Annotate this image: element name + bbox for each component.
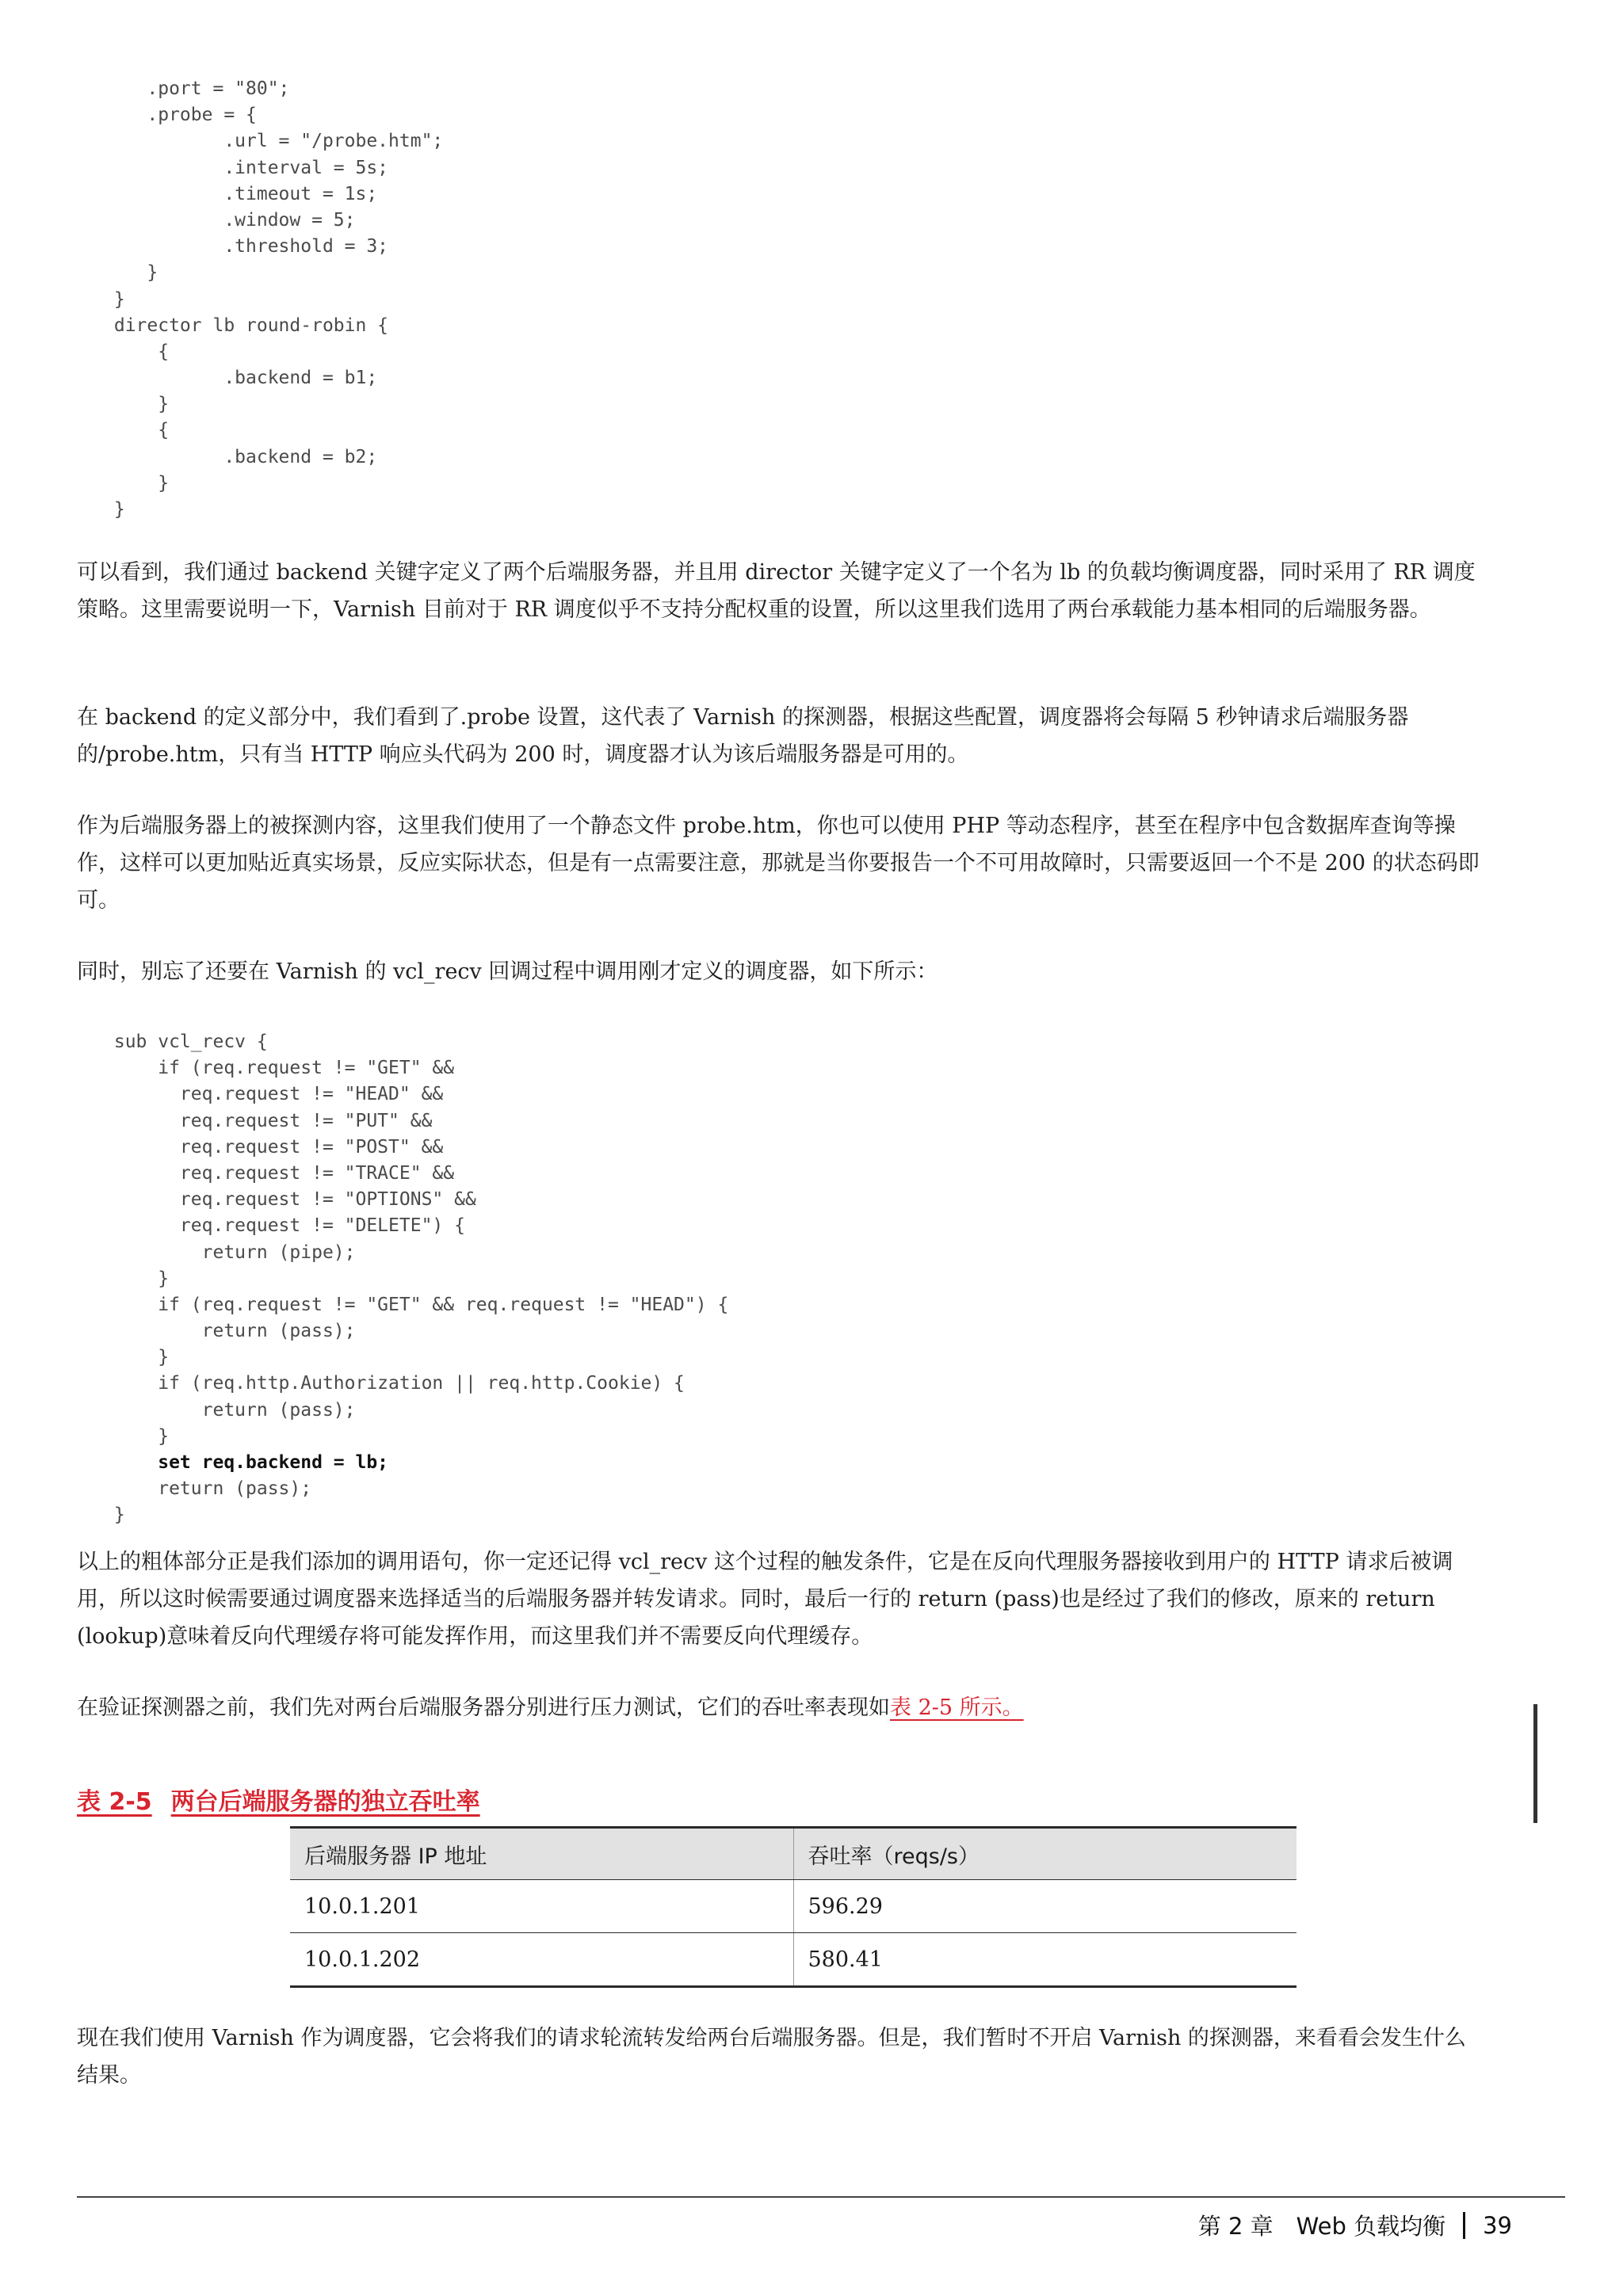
table-header-ip: 后端服务器 IP 地址 — [290, 1828, 793, 1880]
table-header-row — [290, 1828, 1296, 1880]
code-line: req.request != "TRACE" && — [103, 1162, 455, 1184]
paragraph-varnish-scheduler: 现在我们使用 Varnish 作为调度器，它会将我们的请求轮流转发给两台后端服务器。但是，我们暂时不开启 Varnish 的探测器，来看看会发生什么结果。 — [77, 2026, 1466, 2088]
code-line: sub vcl_recv { — [103, 1032, 268, 1052]
code-line: req.request != "POST" && — [103, 1136, 444, 1158]
footer-chapter: 第 2 章 Web 负载均衡 — [1197, 2213, 1446, 2240]
code-line: director lb round-robin { — [103, 315, 389, 336]
paragraph-backend-explanation: 可以看到，我们通过 backend 关键字定义了两个后端服务器，并且用 director 关键字定义了一个名为 lb 的负载均衡调度器，同时采用了 RR 调度策略。这里需要说明一下，Varnish 目前对于 RR 调度似乎不支持分配权重的设置，所以这里我们选用了两台承载能力基本相同的后端服务器。 — [77, 560, 1476, 622]
code-line: .backend = b2; — [103, 446, 378, 467]
code-line: .port = "80"; — [103, 78, 290, 99]
footer-separator — [1463, 2212, 1465, 2239]
code-line: } — [103, 1268, 170, 1289]
code-line: } — [103, 499, 125, 520]
stress-test-text: 在验证探测器之前，我们先对两台后端服务器分别进行压力测试，它们的吞吐率表现如 — [77, 1695, 890, 1720]
code-line: .threshold = 3; — [103, 236, 389, 257]
code-line: .probe = { — [103, 105, 257, 126]
code-line: req.request != "HEAD" && — [103, 1084, 444, 1105]
table-header-throughput: 吞吐率（reqs/s） — [793, 1828, 1296, 1880]
paragraph-bold-explanation: 以上的粗体部分正是我们添加的调用语句，你一定还记得 vcl_recv 这个过程的触发条件，它是在反向代理服务器接收到用户的 HTTP 请求后被调用，所以这时候需要通过调度器来选择适当的后端服务器并转发请求。同时，最后一行的 return (pass)也是经过了我们的修改，原来的 return (lookup)意味着反向代理缓存将可能发挥作用，而这里我们并不需要反向代理缓存。 — [77, 1550, 1453, 1649]
code-line: .backend = b1; — [103, 368, 378, 389]
table-2-5-link[interactable]: 表 2-5 所示。 — [890, 1695, 1024, 1720]
footer-divider — [77, 2196, 1565, 2198]
table-cell-throughput: 580.41 — [793, 1933, 1296, 1987]
table-caption-title: 两台后端服务器的独立吞吐率 — [170, 1788, 480, 1816]
table-row — [290, 1933, 1296, 1987]
code-line: if (req.request != "GET" && — [103, 1058, 455, 1079]
code-line: .timeout = 1s; — [103, 183, 378, 204]
code-line: .window = 5; — [103, 209, 356, 231]
table-caption — [77, 1782, 480, 1817]
revision-bar — [1533, 1704, 1537, 1823]
table-caption-number: 表 2-5 — [77, 1788, 152, 1816]
code-line: req.request != "OPTIONS" && — [103, 1189, 476, 1211]
code-line: { — [103, 420, 170, 441]
code-line: req.request != "PUT" && — [103, 1110, 433, 1131]
code-block-vcl-recv — [103, 1029, 728, 1529]
code-line: return (pipe); — [103, 1241, 356, 1263]
code-line: req.request != "DELETE") { — [103, 1215, 465, 1237]
table-cell-ip: 10.0.1.202 — [290, 1933, 793, 1987]
code-line: } — [103, 1347, 170, 1368]
code-line: } — [103, 1505, 125, 1526]
code-block-probe-config — [103, 76, 443, 523]
code-line: return (pass); — [103, 1478, 312, 1500]
table-cell-throughput: 596.29 — [793, 1880, 1296, 1933]
code-line: return (pass); — [103, 1321, 356, 1342]
code-line: if (req.http.Authorization || req.http.Cookie) { — [103, 1373, 685, 1394]
code-line: return (pass); — [103, 1399, 356, 1421]
code-line: } — [103, 262, 158, 284]
code-line: } — [103, 288, 125, 310]
code-line: { — [103, 341, 170, 362]
code-line: } — [103, 394, 170, 415]
paragraph-probe-explanation: 在 backend 的定义部分中，我们看到了.probe 设置，这代表了 Varnish 的探测器，根据这些配置，调度器将会每隔 5 秒钟请求后端服务器的/probe.htm，只有当 HTTP 响应头代码为 200 时，调度器才认为该后端服务器是可用的。 — [77, 705, 1409, 767]
code-line: set req.backend = lb; — [103, 1452, 389, 1473]
page-number: 39 — [1483, 2211, 1512, 2239]
throughput-table — [290, 1826, 1296, 1988]
paragraph-probe-content: 作为后端服务器上的被探测内容，这里我们使用了一个静态文件 probe.htm，你也可以使用 PHP 等动态程序，甚至在程序中包含数据库查询等操作，这样可以更加贴近真实场景，反应实际状态，但是有一点需要注意，那就是当你要报告一个不可用故障时，只需要返回一个不是 200 的状态码即可。 — [77, 814, 1480, 913]
code-line: .url = "/probe.htm"; — [103, 131, 444, 152]
code-line: if (req.request != "GET" && req.request != "HEAD") { — [103, 1294, 729, 1315]
page-footer — [1198, 2209, 1512, 2241]
code-line: .interval = 5s; — [103, 157, 389, 178]
code-line: } — [103, 472, 170, 494]
code-line: } — [103, 1425, 170, 1447]
table-cell-ip: 10.0.1.201 — [290, 1880, 793, 1933]
table-row — [290, 1880, 1296, 1933]
paragraph-vcl-recv-intro: 同时，别忘了还要在 Varnish 的 vcl_recv 回调过程中调用刚才定义的调度器，如下所示： — [77, 959, 938, 984]
paragraph-stress-test — [77, 1689, 1484, 1726]
